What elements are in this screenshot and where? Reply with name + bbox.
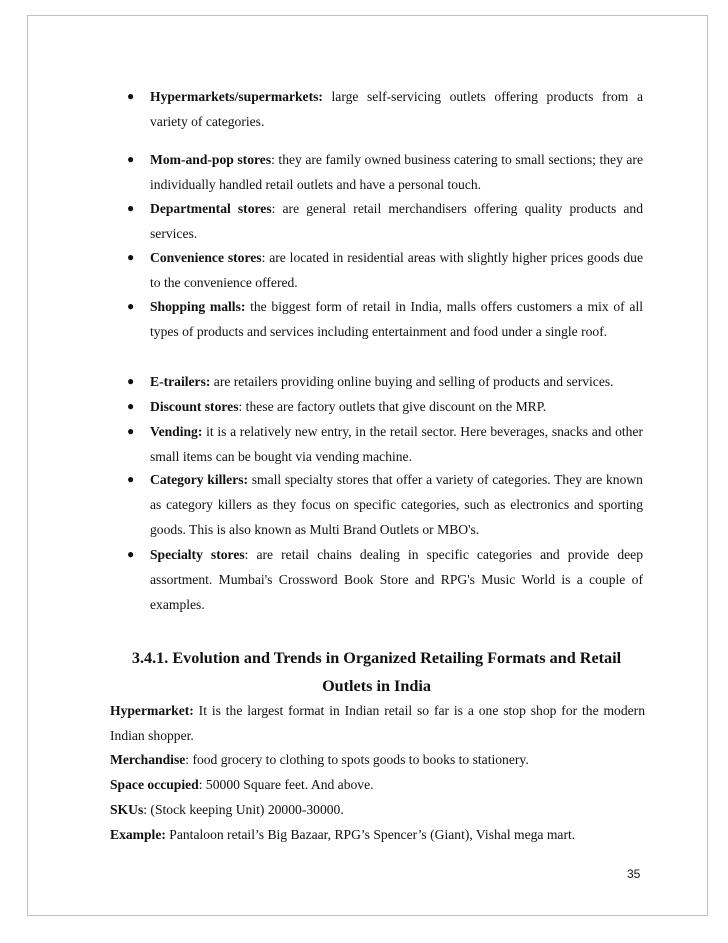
list-item [127, 542, 643, 617]
list-item-term: Vending: [150, 424, 203, 439]
list-item-term: Specialty stores [150, 547, 245, 562]
bullet-dot: ● [127, 399, 135, 413]
list-item-text: it is a relatively new entry, in the retail sector. Here beverages, snacks and other small items can be bought via vending machine. [150, 424, 643, 464]
list-item [127, 196, 643, 246]
list-item-term: Convenience stores [150, 250, 262, 265]
bullet-dot: ● [127, 201, 135, 215]
paragraph [110, 822, 645, 847]
list-item-text: : they are family owned business catering to small sections; they are individually handled retail outlets and have a personal touch. [150, 152, 643, 192]
paragraph-term: SKUs [110, 802, 144, 817]
list-item-term: Category killers: [150, 472, 249, 487]
paragraph-text: : 50000 Square feet. And above. [198, 777, 374, 792]
list-item [127, 147, 643, 197]
list-item [127, 467, 643, 542]
paragraph [110, 747, 645, 772]
bullet-dot: ● [127, 424, 135, 438]
bullet-dot: ● [127, 547, 135, 561]
paragraph-term: Hypermarket: [110, 703, 194, 718]
paragraph-term: Example: [110, 827, 166, 842]
page-number: 35 [627, 867, 641, 881]
list-item [127, 84, 643, 134]
paragraph-term: Space occupied [110, 777, 199, 792]
bullet-dot: ● [127, 299, 135, 313]
list-item-text: large self-servicing outlets offering products from a variety of categories. [150, 89, 643, 129]
list-item [127, 294, 643, 344]
paragraph [110, 772, 645, 797]
list-item-text: small specialty stores that offer a variety of categories. They are known as category killers as they focus on specific categories, such as electronics and sporting goods. This is also known as Multi Brand Outlets or MBO's. [150, 472, 643, 537]
bullet-dot: ● [127, 374, 135, 388]
list-item [127, 369, 643, 394]
list-item-term: Mom-and-pop stores [150, 152, 272, 167]
bullet-dot: ● [127, 472, 135, 486]
list-item-term: Discount stores [150, 399, 239, 414]
paragraph-text: It is the largest format in Indian retail so far is a one stop shop for the modern Indian shopper. [110, 703, 645, 743]
list-item-text: the biggest form of retail in India, malls offers customers a mix of all types of products and services including entertainment and food under a single roof. [150, 299, 643, 339]
list-item-text: : these are factory outlets that give discount on the MRP. [238, 399, 547, 414]
list-item-text: : are general retail merchandisers offering quality products and services. [150, 201, 643, 241]
list-item-term: Departmental stores [150, 201, 272, 216]
paragraph-text: : (Stock keeping Unit) 20000-30000. [143, 802, 344, 817]
paragraph [110, 698, 645, 748]
list-item-text: : are located in residential areas with slightly higher prices goods due to the convenience offered. [150, 250, 643, 290]
bullet-dot: ● [127, 152, 135, 166]
bullet-dot: ● [127, 250, 135, 264]
paragraph-text: : food grocery to clothing to spots goods to books to stationery. [185, 752, 529, 767]
list-item [127, 419, 643, 469]
bullet-dot: ● [127, 89, 135, 103]
paragraph-term: Merchandise [110, 752, 186, 767]
paragraph [110, 797, 645, 822]
paragraph-text: Pantaloon retail’s Big Bazaar, RPG’s Spencer’s (Giant), Vishal mega mart. [165, 827, 576, 842]
list-item-term: Shopping malls: [150, 299, 246, 314]
list-item [127, 245, 643, 295]
list-item-text: : are retail chains dealing in specific categories and provide deep assortment. Mumbai's Crossword Book Store and RPG's Music World is a couple of examples. [150, 547, 643, 612]
list-item-text: are retailers providing online buying and selling of products and services. [210, 374, 614, 389]
section-heading: 3.4.1. Evolution and Trends in Organized Retailing Formats and Retail Outlets in India [131, 649, 622, 695]
list-item-term: Hypermarkets/supermarkets: [150, 89, 323, 104]
list-item-term: E-trailers: [150, 374, 211, 389]
list-item [127, 394, 643, 419]
